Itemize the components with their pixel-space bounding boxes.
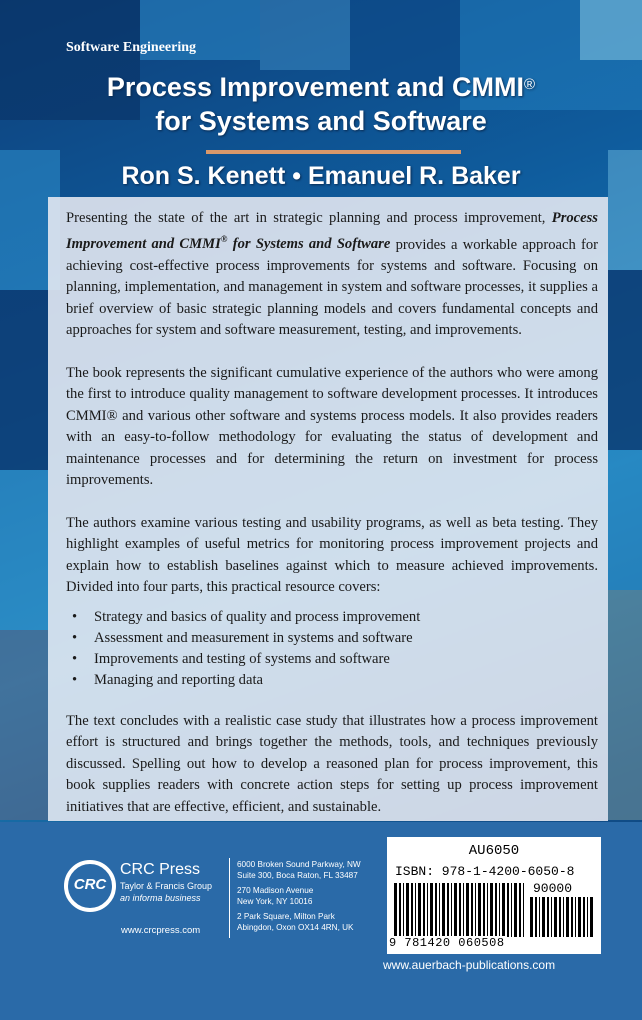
barcode-bar [427,883,428,937]
barcode-bar [471,883,473,937]
barcode-bar [571,897,573,937]
barcode-bar [551,897,552,937]
barcode-bar [463,883,464,937]
book-title [0,70,642,138]
barcode-bar [403,883,404,937]
barcode-bar [478,883,481,937]
barcode-bar [495,883,497,937]
barcode-bar [566,897,569,937]
blurb-p1-title: Process Improvement and CMMI [66,210,598,253]
publisher-url: www.crcpress.com [121,925,201,936]
barcode-bar [394,883,397,937]
bg-tile [260,0,350,70]
barcode-bar [406,883,409,937]
address-line: 270 Madison Avenue [237,886,314,895]
barcode-bar [563,897,564,937]
bg-tile [0,630,48,820]
barcode-bar [511,883,512,937]
bullet-item: • Managing and reporting data [94,670,598,691]
barcode-bar [554,897,557,937]
barcode-bar [451,883,452,937]
product-code: AU6050 [468,843,520,859]
barcode-bar [502,883,505,937]
barcode-bar [575,897,576,937]
publisher-business: an informa business [120,893,201,903]
bg-tile [580,0,642,60]
publisher-group: Taylor & Francis Group [120,881,213,891]
barcode-bar [423,883,425,937]
barcode-digits: 9 781420 060508 [389,936,505,950]
registered-mark: ® [524,76,536,93]
barcode-bar [578,897,581,937]
address-line: 6000 Broken Sound Parkway, NW [237,860,361,869]
blurb-p1-reg: ® [220,234,228,245]
barcode-bar [519,883,521,937]
blurb-paragraph-3: The authors examine various testing and usability programs, as well as beta testing. They highlight examples of useful metrics for monitoring process improvement projects and explain how to establish baselines against which to measure achieved improvements. Divided into four parts, this practical resource covers: [66,514,598,596]
authors: Ron S. Kenett • Emanuel R. Baker [121,162,521,190]
barcode-bar [542,897,545,937]
blurb-p1-title-2: for Systems and Software [227,236,391,253]
footer-url: www.auerbach-publications.com [383,958,556,972]
barcode-bar [454,883,457,937]
barcode-bar [415,883,416,937]
barcode-bar [559,897,561,937]
bullet-item: • Strategy and basics of quality and process improvement [94,607,598,628]
series-label: Software Engineering [66,40,197,55]
bg-tile [0,290,48,470]
barcode-bar [539,897,540,937]
title-rule [206,150,461,154]
barcode-bar [430,883,433,937]
bg-tile [608,450,642,590]
barcode-bar [547,897,549,937]
barcode-bar [590,897,593,937]
publisher-divider [229,858,230,938]
blurb-paragraph-4: The text concludes with a realistic case study that illustrates how a process improvement effort is structured and brings together the methods, tools, and techniques previously discussed. Spelling out how to develop a reasoned plan for process improvement, this book supplies readers with concrete action steps for setting up process improvement initiatives that are effective, efficient, and sustainable. [66,712,598,815]
title-line-1: Process Improvement and CMMI [106,72,525,102]
barcode-bar [487,883,488,937]
bg-tile [0,470,48,630]
addon-barcode-bars [530,897,596,937]
barcode-bar [490,883,493,937]
barcode-bar [442,883,445,937]
blurb-p1-rest: provides a workable approach for achieving cost-effective process improvements for systems and software. Focusing on planning, implementation, and management in system and software processes, it supplies a brief overview of basic strategic planning models and covers fundamental concepts and approaches for system and software measurement, testing, and improvements. [66,236,599,339]
barcode-bar [507,883,509,937]
bullet-item: • Assessment and measurement in systems and software [94,628,598,649]
barcode-bar [459,883,461,937]
price-code: 90000 [533,881,573,896]
barcode-bar [447,883,449,937]
barcode-bar [439,883,440,937]
crc-logo-text: CRC [73,876,107,893]
barcode-bar [514,883,517,937]
address-line: 2 Park Square, Milton Park [237,912,335,921]
publisher-addresses [237,860,361,933]
blurb-paragraph-2: The book represents the significant cumulative experience of the authors who were among the first to introduce quality management to software development processes. It introduces CMMI® and various other software and systems process models. It also provides readers with an easy-to-follow methodology for evaluating the status of development and maintenance processes and for determining the return on investment for process improvements. [66,364,598,489]
barcode-bars [394,883,524,937]
barcode-bar [435,883,437,937]
barcode-bar [535,897,537,937]
barcode-bar [466,883,469,937]
blurb-p1-intro: Presenting the state of the art in strategic planning and process improvement, [66,210,552,226]
barcode-bar [418,883,421,937]
barcode-bar [483,883,485,937]
blurb-paragraph-1 [66,208,598,342]
bg-tile [608,590,642,820]
address-line: Suite 300, Boca Raton, FL 33487 [237,870,358,880]
title-line-2: for Systems and Software [155,106,487,136]
barcode-bar [475,883,476,937]
blurb-text [66,208,598,839]
isbn: ISBN: 978-1-4200-6050-8 [395,864,575,879]
barcode-bar [530,897,533,937]
publisher-name: CRC Press [120,861,201,878]
barcode-bar [583,897,585,937]
barcode-bar [411,883,413,937]
bg-tile [608,270,642,450]
barcode-bar [587,897,588,937]
address-line: New York, NY 10016 [237,896,313,906]
blurb-bullet-list [66,607,598,691]
address-line: Abingdon, Oxon OX14 4RN, UK [237,922,354,932]
bullet-item: • Improvements and testing of systems and software [94,649,598,670]
barcode-bar [499,883,500,937]
barcode-bar [523,883,524,937]
barcode-bar [399,883,401,937]
